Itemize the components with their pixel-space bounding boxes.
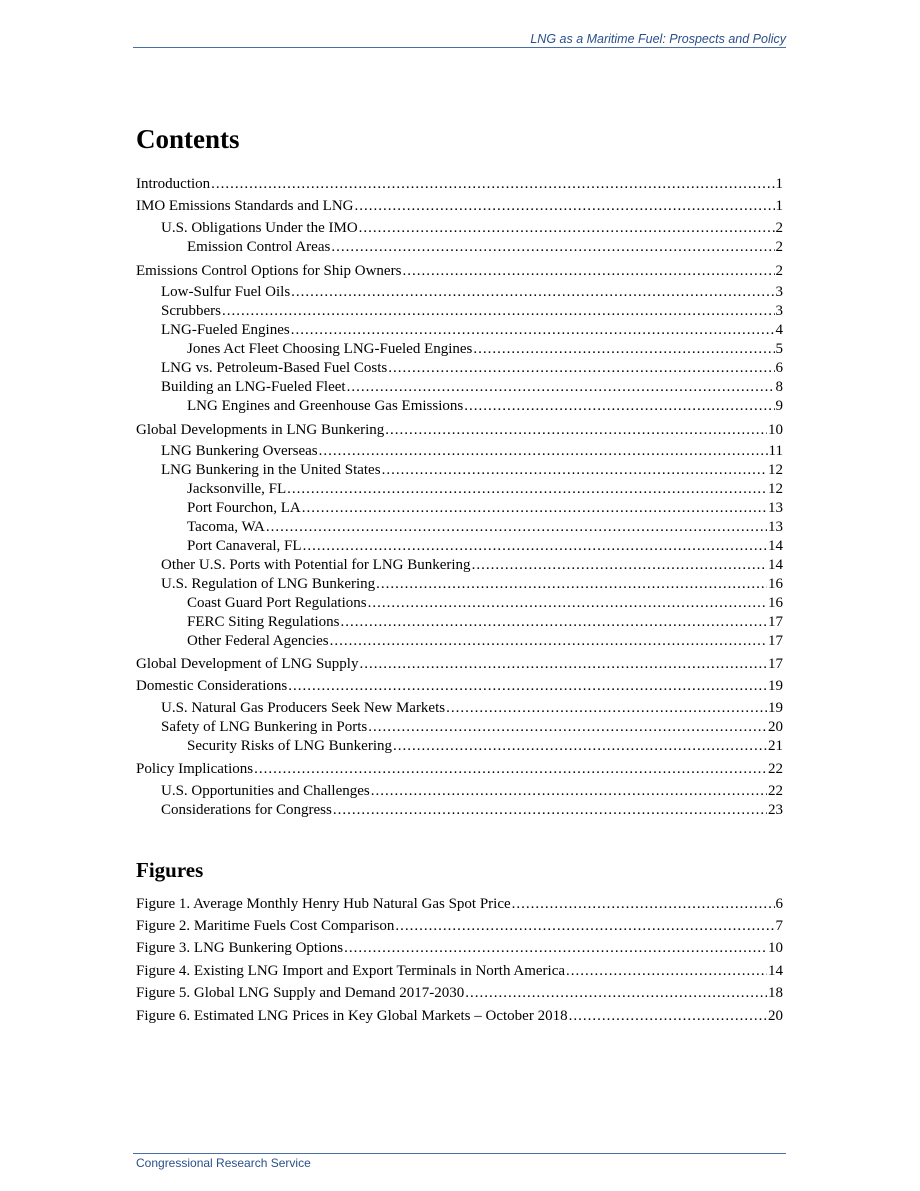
dot-leader	[222, 302, 775, 320]
toc-entry-title: LNG Bunkering in the United States	[161, 462, 381, 478]
dot-leader	[359, 655, 767, 673]
dot-leader	[359, 219, 775, 237]
toc-entry[interactable]	[136, 655, 783, 673]
figure-entry-title: Figure 2. Maritime Fuels Cost Comparison	[136, 918, 395, 934]
toc-entry-title: LNG Bunkering Overseas	[161, 443, 318, 459]
toc-entry-page-number: 1	[775, 198, 783, 214]
toc-entry-page-number: 3	[775, 284, 783, 300]
toc-entry[interactable]	[161, 575, 783, 593]
toc-entry-page-number: 5	[775, 341, 783, 357]
toc-entry-page-number: 17	[768, 614, 783, 630]
toc-entry-title: IMO Emissions Standards and LNG	[136, 198, 354, 214]
toc-entry-title: FERC Siting Regulations	[187, 614, 340, 630]
toc-entry[interactable]	[187, 737, 783, 755]
toc-entry-page-number: 14	[768, 557, 783, 573]
toc-entry-page-number: 2	[775, 263, 783, 279]
dot-leader	[446, 699, 767, 717]
toc-entry[interactable]	[187, 632, 783, 650]
dot-leader	[355, 197, 775, 215]
toc-entry-title: LNG vs. Petroleum-Based Fuel Costs	[161, 360, 388, 376]
toc-entry[interactable]	[136, 262, 783, 280]
dot-leader	[303, 537, 767, 555]
toc-entry-page-number: 1	[775, 176, 783, 192]
toc-entry-title: Building an LNG-Fueled Fleet	[161, 379, 346, 395]
toc-entry[interactable]	[136, 197, 783, 215]
figure-entry-page-number: 7	[775, 918, 783, 934]
toc-entry-title: Coast Guard Port Regulations	[187, 595, 367, 611]
toc-entry[interactable]	[187, 518, 783, 536]
dot-leader	[319, 442, 768, 460]
dot-leader	[395, 917, 774, 935]
toc-entry-title: U.S. Opportunities and Challenges	[161, 783, 370, 799]
dot-leader	[464, 397, 774, 415]
dot-leader	[330, 632, 767, 650]
toc-entry-page-number: 23	[768, 802, 783, 818]
dot-leader	[368, 718, 767, 736]
toc-entry-title: Emission Control Areas	[187, 239, 331, 255]
toc-entry[interactable]	[136, 760, 783, 778]
toc-entry-page-number: 3	[775, 303, 783, 319]
dot-leader	[393, 737, 767, 755]
figure-entry-title: Figure 5. Global LNG Supply and Demand 2017-2030	[136, 985, 465, 1001]
toc-entry[interactable]	[161, 718, 783, 736]
toc-entry[interactable]	[136, 677, 783, 695]
toc-entry-title: Port Fourchon, LA	[187, 500, 301, 516]
dot-leader	[254, 760, 767, 778]
toc-entry-page-number: 22	[768, 783, 783, 799]
dot-leader	[402, 262, 774, 280]
figure-entry-page-number: 18	[768, 985, 783, 1001]
toc-entry-title: Other Federal Agencies	[187, 633, 329, 649]
toc-entry[interactable]	[161, 359, 783, 377]
footer-rule	[133, 1153, 786, 1154]
toc-entry-title: LNG-Fueled Engines	[161, 322, 290, 338]
figure-entry-page-number: 6	[775, 896, 783, 912]
figure-entry-title: Figure 4. Existing LNG Import and Export Terminals in North America	[136, 963, 566, 979]
toc-entry-title: Port Canaveral, FL	[187, 538, 302, 554]
figure-entry[interactable]	[136, 1007, 783, 1025]
figure-entry[interactable]	[136, 895, 783, 913]
toc-entry[interactable]	[187, 499, 783, 517]
toc-entry-title: Emissions Control Options for Ship Owners	[136, 263, 402, 279]
contents-heading: Contents	[136, 124, 240, 154]
toc-entry[interactable]	[161, 378, 783, 396]
dot-leader	[266, 518, 767, 536]
dot-leader	[388, 359, 774, 377]
toc-entry-title: Security Risks of LNG Bunkering	[187, 738, 392, 754]
toc-entry-title: Policy Implications	[136, 761, 254, 777]
toc-entry-page-number: 14	[768, 538, 783, 554]
toc-entry-title: Low-Sulfur Fuel Oils	[161, 284, 291, 300]
toc-entry-title: Domestic Considerations	[136, 678, 288, 694]
toc-entry-page-number: 21	[768, 738, 783, 754]
footer-text: Congressional Research Service	[136, 1156, 311, 1170]
toc-entry-page-number: 13	[768, 519, 783, 535]
toc-entry-page-number: 8	[775, 379, 783, 395]
toc-entry-page-number: 4	[775, 322, 783, 338]
toc-entry-page-number: 16	[768, 595, 783, 611]
toc-entry[interactable]	[187, 480, 783, 498]
toc-entry[interactable]	[161, 461, 783, 479]
toc-entry-page-number: 2	[775, 220, 783, 236]
toc-entry[interactable]	[161, 302, 783, 320]
toc-entry-page-number: 12	[768, 462, 783, 478]
toc-entry-page-number: 12	[768, 481, 783, 497]
toc-entry-title: Introduction	[136, 176, 211, 192]
toc-entry-title: U.S. Regulation of LNG Bunkering	[161, 576, 376, 592]
dot-leader	[566, 962, 767, 980]
toc-entry-title: Scrubbers	[161, 303, 221, 319]
dot-leader	[569, 1007, 767, 1025]
figures-heading: Figures	[136, 858, 204, 882]
toc-entry-page-number: 2	[775, 239, 783, 255]
figure-entry-title: Figure 6. Estimated LNG Prices in Key Global Markets – October 2018	[136, 1008, 568, 1024]
toc-entry-title: Global Developments in LNG Bunkering	[136, 422, 385, 438]
dot-leader	[368, 594, 767, 612]
toc-entry[interactable]	[161, 801, 783, 819]
toc-entry-title: U.S. Natural Gas Producers Seek New Markets	[161, 700, 446, 716]
figure-entry[interactable]	[136, 917, 783, 935]
dot-leader	[302, 499, 767, 517]
toc-entry-page-number: 19	[768, 678, 783, 694]
toc-entry[interactable]	[136, 421, 783, 439]
dot-leader	[371, 782, 767, 800]
toc-entry[interactable]	[161, 699, 783, 717]
dot-leader	[291, 321, 775, 339]
figure-entry-page-number: 10	[768, 940, 783, 956]
toc-entry[interactable]	[161, 283, 783, 301]
toc-entry-title: Safety of LNG Bunkering in Ports	[161, 719, 368, 735]
toc-entry[interactable]	[161, 782, 783, 800]
toc-entry-page-number: 22	[768, 761, 783, 777]
toc-entry-title: Tacoma, WA	[187, 519, 265, 535]
dot-leader	[331, 238, 774, 256]
toc-entry-title: Jones Act Fleet Choosing LNG-Fueled Engines	[187, 341, 473, 357]
figure-entry-page-number: 14	[768, 963, 783, 979]
toc-entry[interactable]	[161, 556, 783, 574]
dot-leader	[291, 283, 774, 301]
figure-entry[interactable]	[136, 962, 783, 980]
toc-entry-page-number: 17	[768, 656, 783, 672]
toc-entry-page-number: 16	[768, 576, 783, 592]
figure-entry[interactable]	[136, 984, 783, 1002]
dot-leader	[376, 575, 767, 593]
toc-entry[interactable]	[161, 321, 783, 339]
toc-entry[interactable]	[187, 340, 783, 358]
toc-entry[interactable]	[187, 537, 783, 555]
toc-entry-page-number: 9	[775, 398, 783, 414]
toc-entry-page-number: 10	[768, 422, 783, 438]
toc-entry-page-number: 11	[768, 443, 783, 459]
dot-leader	[341, 613, 767, 631]
toc-entry[interactable]	[161, 219, 783, 237]
dot-leader	[288, 677, 767, 695]
toc-entry-page-number: 19	[768, 700, 783, 716]
toc-entry[interactable]	[187, 238, 783, 256]
toc-entry[interactable]	[187, 397, 783, 415]
toc-entry[interactable]	[161, 442, 783, 460]
figure-entry-title: Figure 3. LNG Bunkering Options	[136, 940, 344, 956]
toc-entry[interactable]	[187, 594, 783, 612]
figure-entry-title: Figure 1. Average Monthly Henry Hub Natural Gas Spot Price	[136, 896, 511, 912]
toc-entry-title: Considerations for Congress	[161, 802, 332, 818]
dot-leader	[211, 175, 774, 193]
toc-entry-title: LNG Engines and Greenhouse Gas Emissions	[187, 398, 464, 414]
dot-leader	[512, 895, 775, 913]
dot-leader	[472, 556, 767, 574]
toc-entry-title: Global Development of LNG Supply	[136, 656, 359, 672]
dot-leader	[465, 984, 767, 1002]
toc-entry[interactable]	[187, 613, 783, 631]
toc-entry-title: U.S. Obligations Under the IMO	[161, 220, 358, 236]
toc-entry-page-number: 17	[768, 633, 783, 649]
toc-entry-page-number: 13	[768, 500, 783, 516]
dot-leader	[385, 421, 767, 439]
figure-entry-page-number: 20	[768, 1008, 783, 1024]
running-title: LNG as a Maritime Fuel: Prospects and Policy	[530, 32, 786, 46]
figure-entry[interactable]	[136, 939, 783, 957]
dot-leader	[287, 480, 767, 498]
toc-entry[interactable]	[136, 175, 783, 193]
toc-entry-title: Jacksonville, FL	[187, 481, 287, 497]
dot-leader	[347, 378, 775, 396]
toc-entry-page-number: 6	[775, 360, 783, 376]
dot-leader	[382, 461, 767, 479]
dot-leader	[344, 939, 767, 957]
dot-leader	[333, 801, 767, 819]
dot-leader	[473, 340, 774, 358]
toc-entry-page-number: 20	[768, 719, 783, 735]
toc-entry-title: Other U.S. Ports with Potential for LNG Bunkering	[161, 557, 471, 573]
header-rule	[133, 47, 786, 48]
